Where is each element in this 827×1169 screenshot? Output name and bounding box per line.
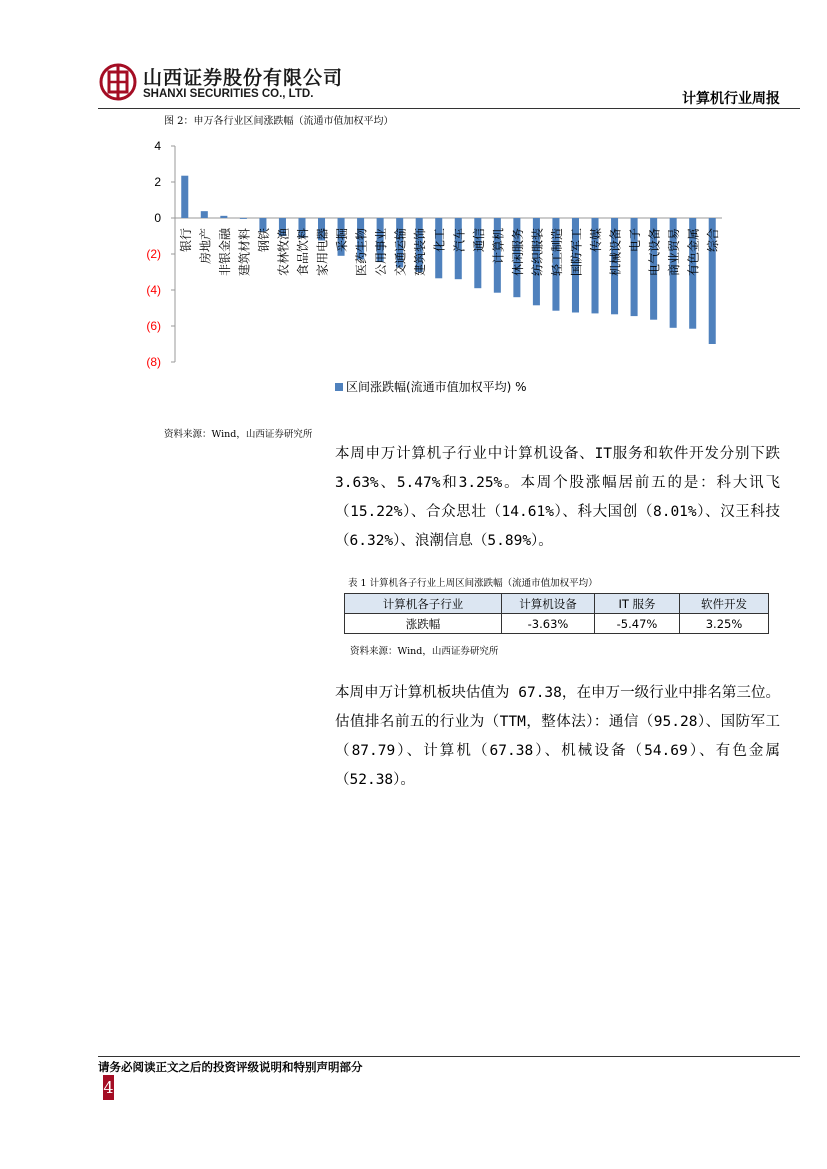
- x-tick-label: 轻工制造: [549, 228, 564, 277]
- x-tick-label: 电子: [628, 228, 643, 253]
- x-tick-label: 房地产: [198, 228, 213, 265]
- x-tick-label: 食品饮料: [295, 228, 310, 277]
- x-tick-label: 机械设备: [608, 228, 623, 277]
- x-tick-label: 纺织服装: [530, 228, 545, 277]
- y-tick-label: (6): [146, 319, 161, 333]
- x-tick-label: 建筑材料: [237, 228, 252, 277]
- table-header-cell: 软件开发: [680, 594, 769, 614]
- table-cell: -5.47%: [595, 614, 680, 634]
- x-tick-label: 医药生物: [354, 228, 369, 277]
- x-tick-label: 综合: [706, 228, 721, 253]
- table-header-row: [345, 594, 769, 614]
- x-tick-label: 化工: [432, 228, 447, 253]
- header-divider: [98, 108, 800, 109]
- x-tick-label: 钢铁: [256, 228, 271, 253]
- x-tick-label: 商业贸易: [667, 228, 682, 277]
- company-name-en: SHANXI SECURITIES CO., LTD.: [143, 88, 314, 100]
- footer-divider: [98, 1056, 800, 1057]
- page-number: 4: [103, 1075, 114, 1100]
- footer-disclaimer: 请务必阅读正文之后的投资评级说明和特别声明部分: [98, 1060, 363, 1074]
- figure-caption: 图 2：申万各行业区间涨跌幅（流通市值加权平均）: [164, 116, 394, 127]
- y-tick-label: (4): [146, 283, 161, 297]
- table-row: [345, 614, 769, 634]
- x-tick-label: 计算机: [491, 228, 506, 265]
- bar-非银金融: [220, 216, 227, 218]
- x-tick-label: 国防军工: [569, 228, 584, 277]
- legend-swatch: [335, 383, 343, 391]
- x-tick-label: 汽车: [452, 228, 467, 253]
- x-tick-label: 传媒: [589, 228, 604, 253]
- company-name-cn: 山西证券股份有限公司: [143, 67, 344, 89]
- x-tick-label: 休闲服务: [510, 228, 525, 277]
- x-tick-label: 公用事业: [374, 228, 389, 277]
- table-caption: 表 1 计算机各子行业上周区间涨跌幅（流通市值加权平均）: [348, 578, 598, 589]
- paragraph-subsector-performance: 本周申万计算机子行业中计算机设备、IT服务和软件开发分别下跌3.63%、5.47%和3.25%。本周个股涨幅居前五的是：科大讯飞（15.22%）、合众思壮（14.61%）、科大国创（8.01%）、汉王科技（6.32%）、浪潮信息（5.89%）。: [335, 446, 780, 549]
- report-title: 计算机行业周报: [682, 91, 780, 107]
- x-tick-label: 采掘: [335, 228, 350, 253]
- x-tick-label: 非银金融: [217, 228, 232, 277]
- x-tick-label: 通信: [471, 228, 486, 253]
- figure-source: 资料来源：Wind，山西证券研究所: [164, 429, 313, 440]
- y-tick-label: 2: [154, 175, 161, 189]
- y-tick-label: (2): [146, 247, 161, 261]
- subsector-table: [344, 593, 769, 634]
- legend-label: 区间涨跌幅(流通市值加权平均) %: [346, 380, 527, 394]
- x-tick-label: 电气设备: [647, 228, 662, 277]
- table-cell: -3.63%: [502, 614, 595, 634]
- table-source: 资料来源：Wind，山西证券研究所: [350, 646, 499, 657]
- y-tick-label: 0: [154, 211, 161, 225]
- table-header-cell: 计算机各子行业: [345, 594, 502, 614]
- table-cell: 3.25%: [680, 614, 769, 634]
- paragraph-valuation: 本周申万计算机板块估值为 67.38，在申万一级行业中排名第三位。估值排名前五的行业为（TTM，整体法）：通信（95.28）、国防军工（87.79）、计算机（67.38）、机械设备（54.69）、有色金属（52.38）。: [335, 685, 780, 788]
- y-tick-label: (8): [146, 355, 161, 369]
- company-logo-icon: [99, 62, 137, 102]
- x-tick-label: 家用电器: [315, 228, 330, 277]
- bar-银行: [181, 176, 188, 218]
- table-cell: 涨跌幅: [345, 614, 502, 634]
- industry-bar-chart: [130, 130, 740, 410]
- y-tick-label: 4: [154, 139, 161, 153]
- x-tick-label: 建筑装饰: [413, 228, 428, 277]
- bar-建筑材料: [240, 218, 247, 219]
- x-tick-label: 农林牧渔: [276, 228, 291, 277]
- table-header-cell: IT 服务: [595, 594, 680, 614]
- bar-房地产: [201, 211, 208, 218]
- x-tick-label: 有色金属: [686, 228, 701, 277]
- x-tick-label: 交通运输: [393, 228, 408, 277]
- x-tick-label: 银行: [178, 228, 193, 253]
- table-header-cell: 计算机设备: [502, 594, 595, 614]
